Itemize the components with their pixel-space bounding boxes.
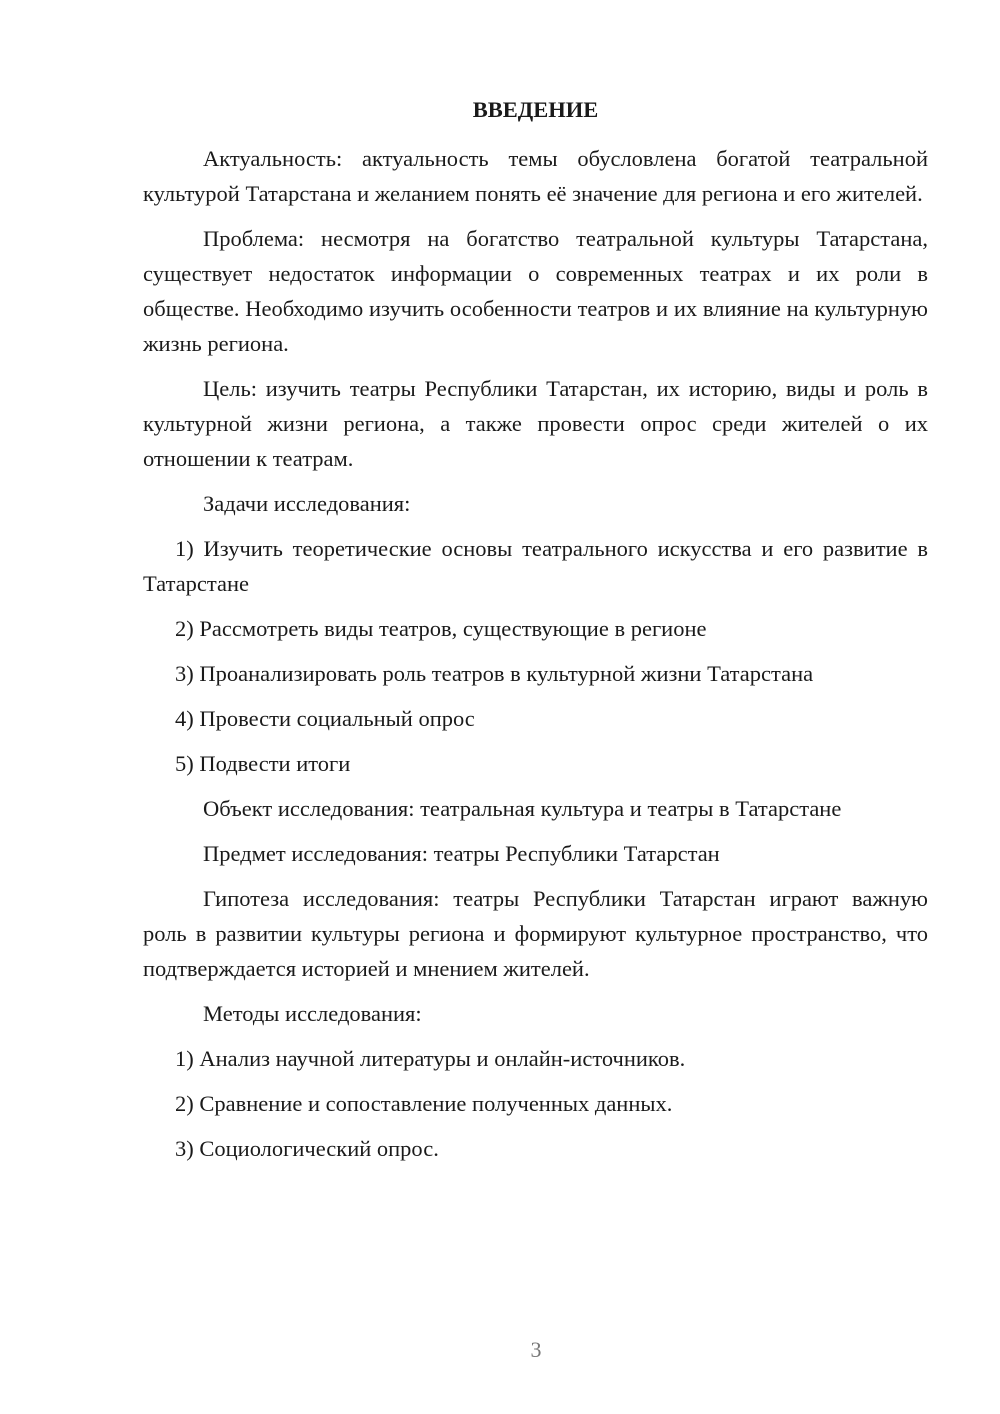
task-item: 4) Провести социальный опрос: [175, 706, 475, 731]
research-subject: Предмет исследования: театры Республики Татарстан: [203, 841, 720, 866]
research-object: Объект исследования: театральная культура и театры в Татарстане: [203, 796, 842, 821]
method-item: 2) Сравнение и сопоставление полученных данных.: [175, 1091, 673, 1116]
methods-heading: Методы исследования:: [203, 1001, 422, 1026]
problem-paragraph: Проблема: несмотря на богатство театральной культуры Татарстана, существует недостаток информации о современных театрах и их роли в обществе. Необходимо изучить особенности театров и их влияние на культурную жизнь региона.: [143, 226, 928, 356]
page-title: ВВЕДЕНИЕ: [472, 97, 599, 122]
hypothesis-paragraph: Гипотеза исследования: театры Республики Татарстан играют важную роль в развитии культуры региона и формируют культурное пространство, что подтверждается историей и мнением жителей.: [143, 886, 928, 981]
relevance-paragraph: Актуальность: актуальность темы обусловлена богатой театральной культурой Татарстана и желанием понять её значение для региона и его жителей.: [143, 146, 928, 206]
goal-paragraph: Цель: изучить театры Республики Татарстан, их историю, виды и роль в культурной жизни региона, а также провести опрос среди жителей о их отношении к театрам.: [143, 376, 928, 471]
task-item: 5) Подвести итоги: [175, 751, 351, 776]
method-item: 1) Анализ научной литературы и онлайн-источников.: [175, 1046, 686, 1071]
method-item: 3) Социологический опрос.: [175, 1136, 439, 1161]
tasks-heading: Задачи исследования:: [203, 491, 411, 516]
task-item: 2) Рассмотреть виды театров, существующие в регионе: [175, 616, 707, 641]
page-number: 3: [530, 1337, 542, 1362]
task-item: 1) Изучить теоретические основы театрального искусства и его развитие в Татарстане: [143, 536, 928, 596]
task-item: 3) Проанализировать роль театров в культурной жизни Татарстана: [175, 661, 814, 686]
page-content: [143, 92, 928, 1176]
